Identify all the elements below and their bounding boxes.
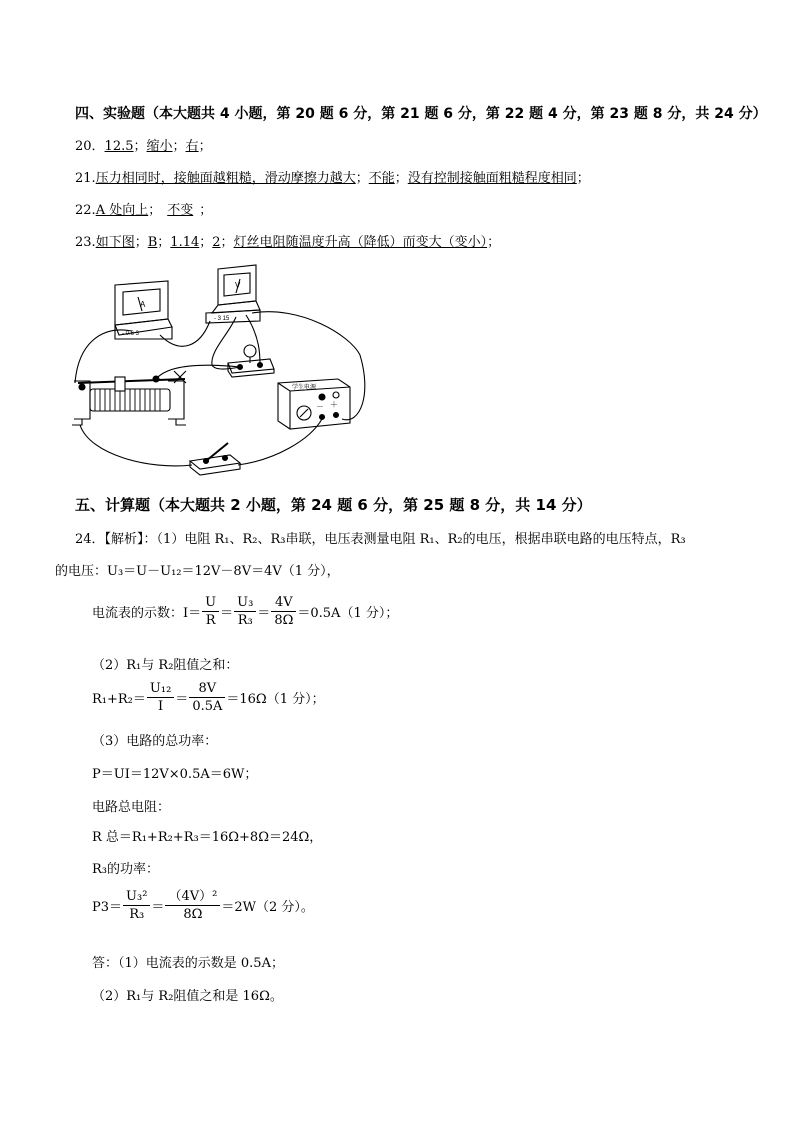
q22-answer-2: 不变 [167, 203, 194, 218]
separator: ； [220, 235, 234, 250]
formula-result: ＝0.5A（1 分）； [297, 606, 399, 621]
denominator: R₃ [237, 613, 253, 628]
switch [190, 443, 240, 475]
formula-prefix: P3＝ [92, 900, 123, 915]
part3-title: （3）电路的总功率： [92, 734, 218, 749]
denominator: R [205, 613, 216, 628]
equals-sign: ＝ [220, 606, 234, 621]
answer-q22 [75, 199, 212, 218]
formula-prefix: 电流表的示数：I＝ [92, 606, 202, 621]
ammeter-terminals-label: - 0.6 3 [122, 331, 140, 337]
separator: ； [199, 203, 213, 218]
q21-answer-1: 压力相同时，接触面越粗糙，滑动摩擦力越大 [95, 171, 356, 186]
part2-title: （2）R₁与 R₂阻值之和： [92, 658, 239, 673]
q23-answer-4: 2 [212, 235, 221, 250]
voltmeter-face-label: V [235, 281, 241, 290]
section5-title: 五、计算题（本大题共 2 小题，第 24 题 6 分，第 25 题 8 分，共 14 分） [75, 496, 592, 514]
formula-result: ＝2W（2 分）。 [221, 900, 314, 915]
fraction [202, 594, 219, 629]
separator: ； [148, 203, 162, 218]
separator: ； [487, 235, 501, 250]
fraction [234, 594, 256, 629]
denominator: 8Ω [274, 613, 294, 628]
separator: ； [133, 139, 147, 154]
q20-answer-1: 12.5 [104, 139, 134, 154]
answer-q20 [75, 135, 212, 154]
q21-number: 21. [75, 171, 96, 186]
fraction [165, 888, 220, 923]
voltmeter-terminals-label: - 3 15 [214, 316, 230, 322]
ammeter-face-label: A [140, 300, 146, 309]
p3-formula [92, 888, 314, 923]
fraction [123, 888, 150, 923]
separator: ； [198, 139, 212, 154]
q23-answer-2: B [147, 235, 158, 250]
equals-sign: ＝ [151, 900, 165, 915]
total-resistance: R 总＝R₁+R₂+R₃＝16Ω+8Ω＝24Ω， [92, 830, 323, 845]
q22-answer-1: A 处向上 [95, 203, 149, 218]
answer-q23 [75, 231, 500, 250]
numerator: 8V [189, 680, 225, 698]
q21-answer-3: 没有控制接触面粗糙程度相同 [407, 171, 577, 186]
fraction [147, 680, 174, 715]
solution-label: 24．【解析】： [75, 532, 157, 547]
denominator: I [158, 699, 164, 714]
denominator: 8Ω [183, 907, 203, 922]
q20-answer-2: 缩小 [146, 139, 173, 154]
q23-answer-3: 1.14 [170, 235, 200, 250]
power-minus-label: － [316, 402, 324, 411]
equals-sign: ＝ [175, 692, 189, 707]
solution-line-2: 的电压：U₃＝U－U₁₂＝12V－8V＝4V（1 分）， [55, 564, 340, 579]
separator: ； [576, 171, 590, 186]
section4-title: 四、实验题（本大题共 4 小题，第 20 题 6 分，第 21 题 6 分，第 22 题 4 分，第 23 题 8 分，共 24 分） [75, 106, 767, 122]
separator: ； [157, 235, 171, 250]
separator: ； [172, 139, 186, 154]
separator: ； [394, 171, 408, 186]
q22-number: 22. [75, 203, 96, 218]
q20-answer-3: 右 [185, 139, 199, 154]
q21-answer-2: 不能 [368, 171, 395, 186]
separator: ； [355, 171, 369, 186]
r3-power-title: R₃的功率： [92, 862, 159, 877]
q20-number: 20． [75, 139, 105, 154]
voltmeter [206, 265, 260, 323]
numerator: （4V）² [165, 888, 220, 906]
answer-q21 [75, 167, 590, 186]
denominator: R₃ [129, 907, 145, 922]
formula-prefix: R₁+R₂＝ [92, 692, 146, 707]
numerator: U₃ [234, 594, 256, 612]
solution-line-1 [75, 528, 686, 547]
fraction [271, 594, 296, 629]
power-plus-label: ＋ [330, 400, 338, 409]
separator: ； [199, 235, 213, 250]
denominator: 0.5A [192, 699, 223, 714]
ammeter-reading-formula [92, 594, 398, 629]
q23-answer-1: 如下图 [95, 235, 135, 250]
q23-number: 23. [75, 235, 96, 250]
lamp [228, 345, 274, 377]
q23-answer-5: 灯丝电阻随温度升高（降低）而变大（变小） [233, 235, 488, 250]
power-supply-label: 学生电源 [292, 384, 317, 391]
separator: ； [134, 235, 148, 250]
total-resistance-title: 电路总电阻： [92, 800, 171, 815]
circuit-diagram [60, 255, 380, 480]
numerator: U₁₂ [147, 680, 174, 698]
answer-line-2: （2）R₁与 R₂阻值之和是 16Ω。 [92, 989, 283, 1004]
solution-part1: （1）电阻 R₁、R₂、R₃串联，电压表测量电阻 R₁、R₂的电压，根据串联电路的电压特点，R₃ [156, 532, 686, 547]
numerator: U [202, 594, 219, 612]
numerator: 4V [271, 594, 296, 612]
r12-formula [92, 680, 325, 715]
fraction [189, 680, 225, 715]
numerator: U₃² [123, 888, 150, 906]
rheostat [72, 376, 186, 425]
formula-result: ＝16Ω（1 分）； [226, 692, 325, 707]
total-power: P＝UI＝12V×0.5A＝6W； [92, 767, 258, 782]
equals-sign: ＝ [257, 606, 271, 621]
answer-line-1: 答：（1）电流表的示数是 0.5A； [92, 956, 284, 971]
